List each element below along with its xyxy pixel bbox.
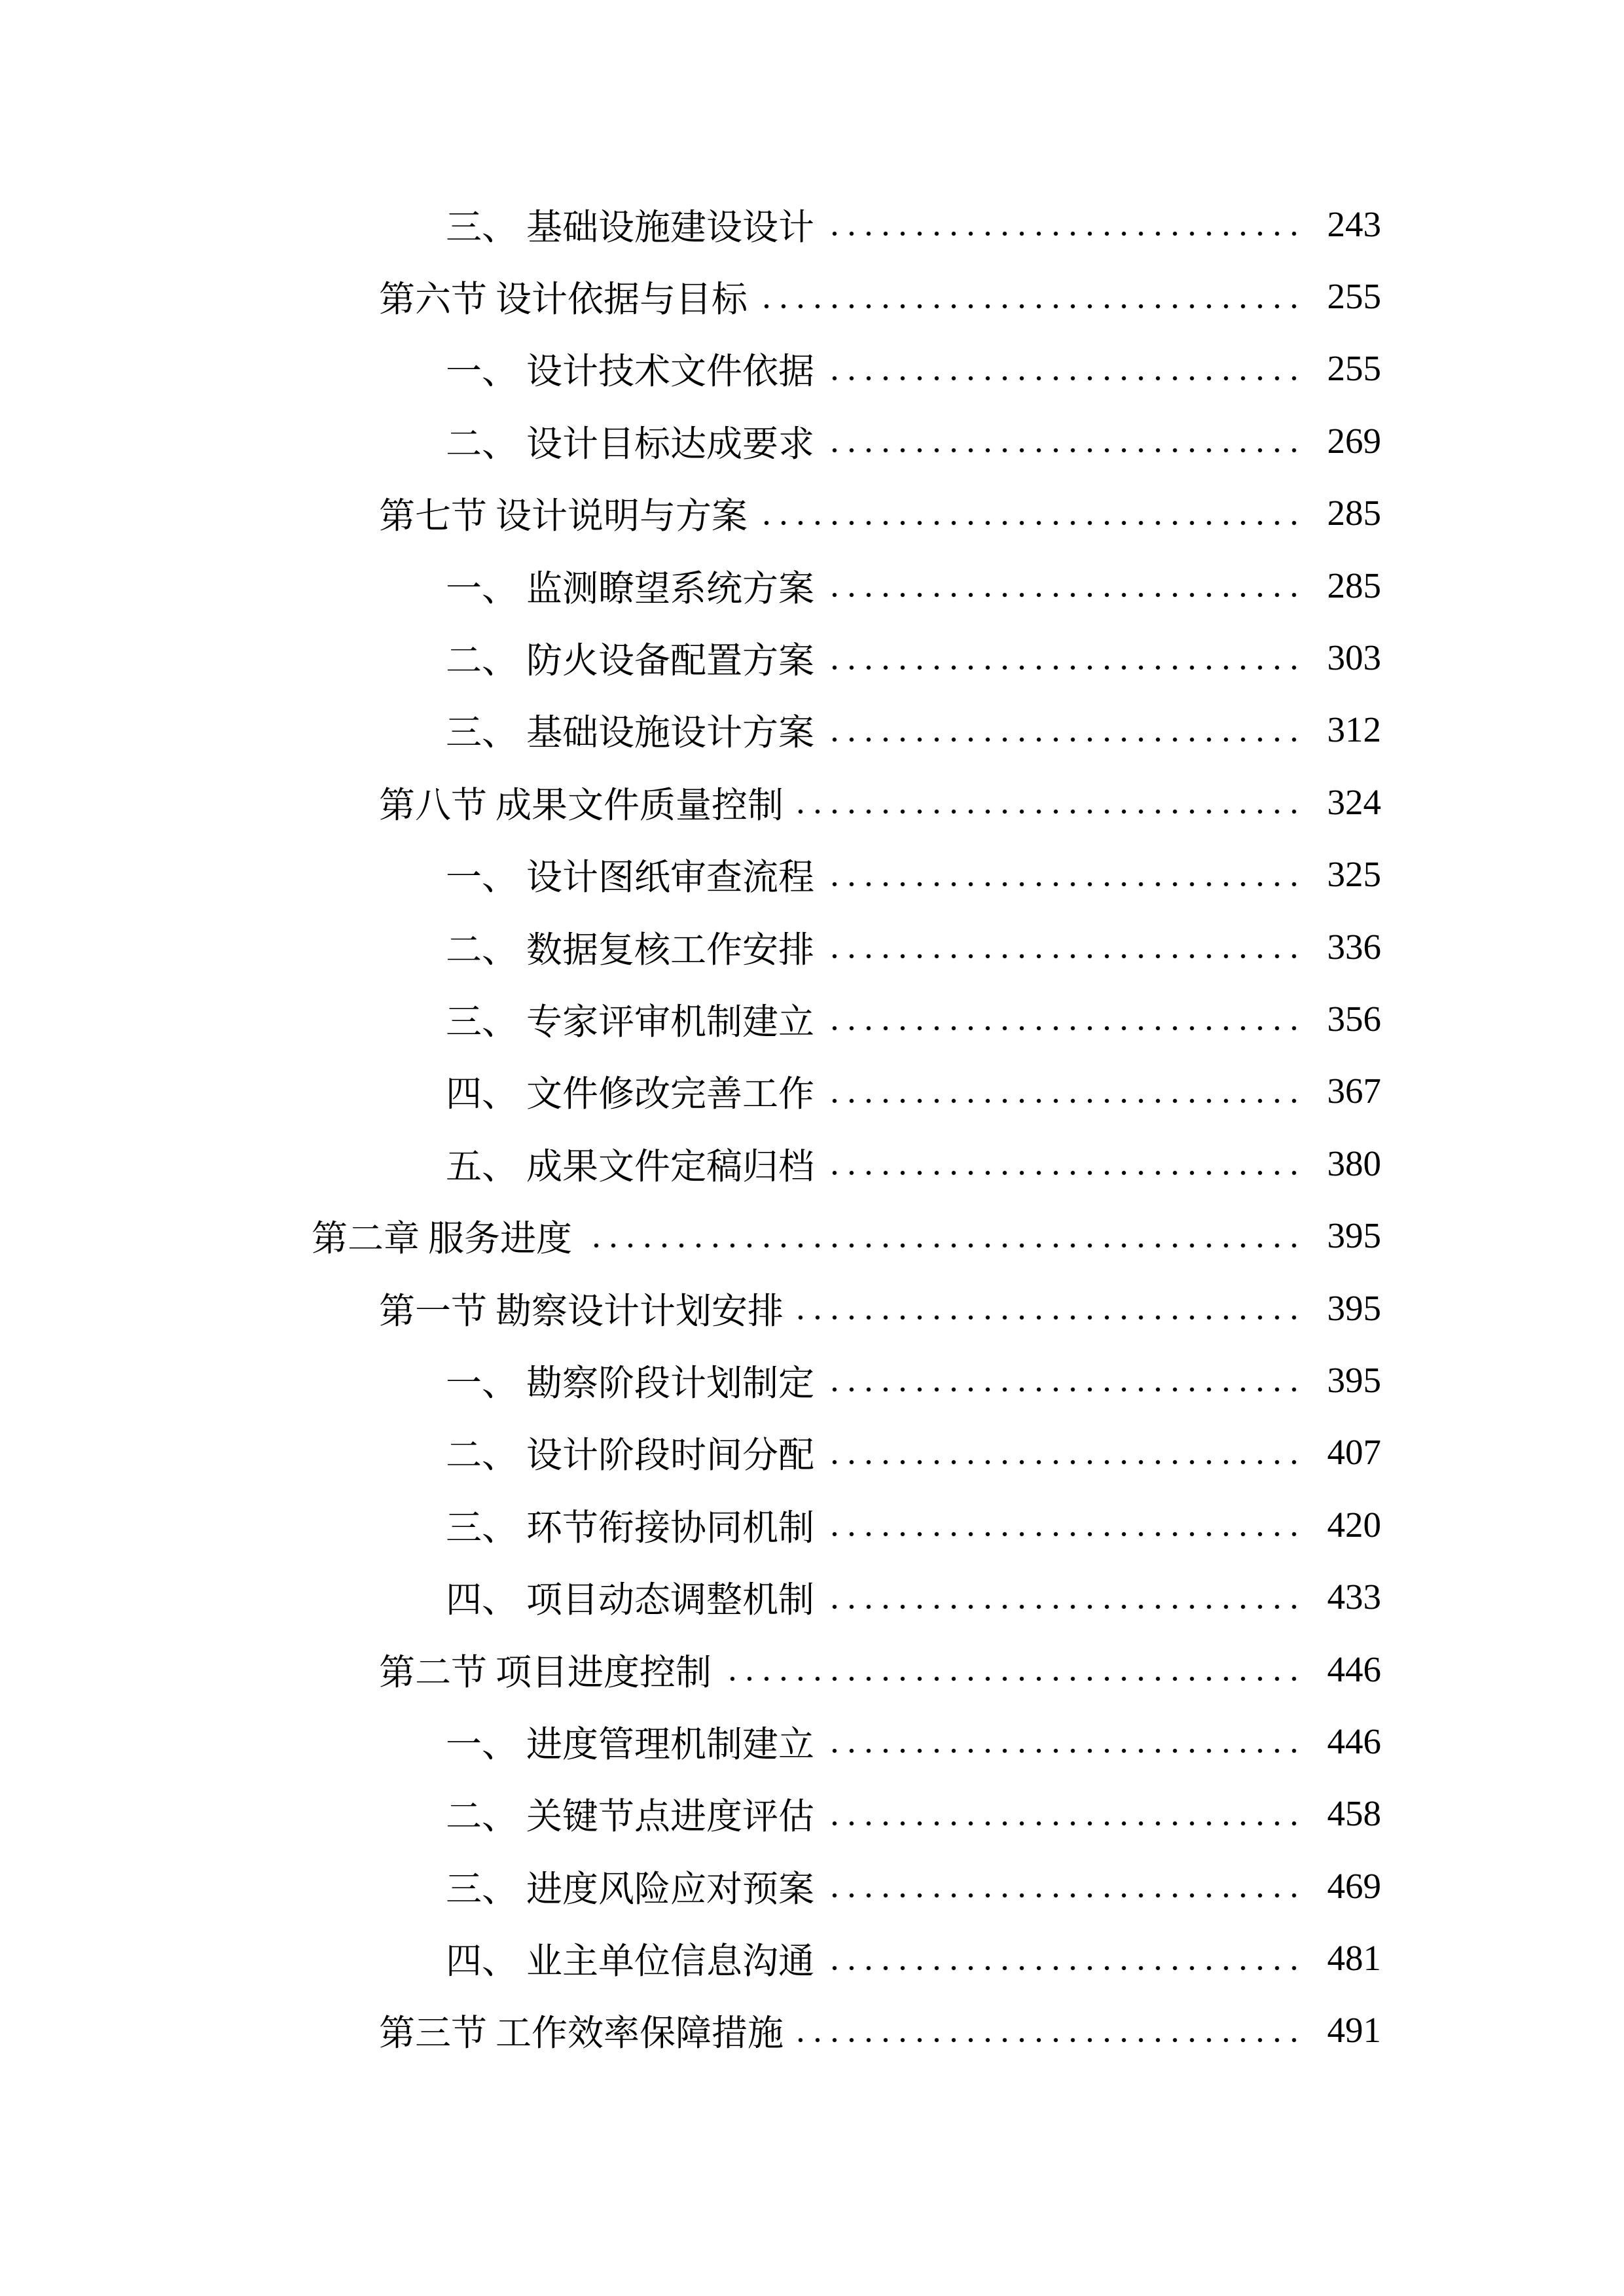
- toc-entry-number: 二、: [446, 929, 518, 970]
- toc-entry-number: 二、: [446, 1797, 518, 1837]
- toc-entry-number: 第七节: [379, 496, 488, 537]
- toc-entry-title: 勘察阶段计划制定: [526, 1363, 815, 1403]
- toc-entry-number: 三、: [446, 207, 518, 247]
- toc-entry-title: 成果文件质量控制: [496, 785, 784, 825]
- toc-entry-title: 设计技术文件依据: [526, 351, 815, 392]
- toc-entry-page: 433: [1327, 1577, 1381, 1617]
- toc-entry[interactable]: [0, 260, 1381, 332]
- toc-entry-page: 458: [1327, 1793, 1381, 1834]
- dot-leader: [825, 1893, 1308, 1898]
- toc-entry-number: 三、: [446, 1869, 518, 1909]
- toc-entry[interactable]: [0, 477, 1381, 549]
- toc-entry-title: 设计图纸审查流程: [526, 857, 815, 898]
- toc-entry[interactable]: [0, 404, 1381, 476]
- toc-entry-number: 第八节: [379, 785, 488, 825]
- toc-entry-title: 设计阶段时间分配: [526, 1435, 815, 1476]
- toc-entry-page: 420: [1327, 1504, 1381, 1545]
- dot-leader: [825, 882, 1308, 887]
- toc-entry-number: 第六节: [379, 279, 488, 320]
- toc-entry-page: 407: [1327, 1432, 1381, 1473]
- toc-entry-title: 监测瞭望系统方案: [526, 568, 815, 609]
- toc-entry-title: 基础设施建设设计: [526, 207, 815, 247]
- toc-entry[interactable]: [0, 1199, 1381, 1271]
- dot-leader: [825, 1026, 1308, 1031]
- toc-entry[interactable]: [0, 621, 1381, 693]
- dot-leader: [825, 1604, 1308, 1609]
- toc-entry[interactable]: [0, 1994, 1381, 2066]
- toc-entry-number: 二、: [446, 1435, 518, 1476]
- toc-entry[interactable]: [0, 1488, 1381, 1560]
- toc-entry[interactable]: [0, 1055, 1381, 1127]
- dot-leader: [794, 2037, 1308, 2043]
- toc-entry-title: 关键节点进度评估: [526, 1797, 815, 1837]
- toc-entry-page: 395: [1327, 1287, 1381, 1328]
- dot-leader: [825, 448, 1308, 453]
- toc-entry-title: 勘察设计计划安排: [496, 1291, 784, 1331]
- toc-entry-page: 481: [1327, 1938, 1381, 1979]
- toc-entry-number: 一、: [446, 351, 518, 392]
- toc-entry-number: 二、: [446, 641, 518, 681]
- toc-entry-page: 324: [1327, 781, 1381, 822]
- dot-leader: [825, 1460, 1308, 1465]
- toc-entry-title: 进度风险应对预案: [526, 1869, 815, 1909]
- toc-entry[interactable]: [0, 1633, 1381, 1705]
- dot-leader: [825, 737, 1308, 742]
- dot-leader: [758, 304, 1308, 309]
- toc-entry[interactable]: [0, 549, 1381, 621]
- toc-entry-page: 255: [1327, 348, 1381, 389]
- dot-leader: [825, 1532, 1308, 1537]
- toc-entry-title: 文件修改完善工作: [526, 1074, 815, 1115]
- toc-entry-title: 成果文件定稿归档: [526, 1146, 815, 1187]
- dot-leader: [825, 376, 1308, 381]
- toc-entry[interactable]: [0, 1850, 1381, 1922]
- toc-entry-title: 环节衔接协同机制: [526, 1507, 815, 1548]
- toc-entry[interactable]: [0, 188, 1381, 260]
- dot-leader: [825, 231, 1308, 236]
- dot-leader: [825, 665, 1308, 670]
- toc-entry[interactable]: [0, 1922, 1381, 1994]
- dot-leader: [825, 1821, 1308, 1826]
- dot-leader: [583, 1243, 1308, 1248]
- toc-entry-number: 五、: [446, 1146, 518, 1187]
- toc-entry-page: 395: [1327, 1359, 1381, 1400]
- toc-entry[interactable]: [0, 1705, 1381, 1777]
- toc-entry-title: 业主单位信息沟通: [526, 1941, 815, 1982]
- toc-entry-title: 设计目标达成要求: [526, 423, 815, 464]
- dot-leader: [825, 1098, 1308, 1103]
- toc-entry[interactable]: [0, 694, 1381, 766]
- dot-leader: [722, 1676, 1308, 1681]
- toc-entry-title: 基础设施设计方案: [526, 713, 815, 753]
- toc-entry-page: 325: [1327, 854, 1381, 895]
- toc-entry-page: 243: [1327, 204, 1381, 244]
- toc-entry-page: 395: [1327, 1215, 1381, 1256]
- dot-leader: [825, 592, 1308, 598]
- dot-leader: [825, 1748, 1308, 1753]
- toc-entry-page: 446: [1327, 1721, 1381, 1761]
- toc-entry-title: 数据复核工作安排: [526, 929, 815, 970]
- toc-entry-page: 367: [1327, 1071, 1381, 1111]
- toc-entry-title: 项目进度控制: [496, 1652, 712, 1693]
- toc-entry-number: 第二节: [379, 1652, 488, 1693]
- toc-entry-page: 312: [1327, 709, 1381, 750]
- toc-entry[interactable]: [0, 332, 1381, 404]
- toc-entry-title: 防火设备配置方案: [526, 641, 815, 681]
- toc-entry-number: 一、: [446, 857, 518, 898]
- toc-entry-title: 设计说明与方案: [496, 496, 748, 537]
- toc-entry-title: 进度管理机制建立: [526, 1724, 815, 1765]
- toc-entry-page: 285: [1327, 565, 1381, 605]
- toc-entry[interactable]: [0, 766, 1381, 838]
- toc-entry-number: 三、: [446, 1507, 518, 1548]
- toc-entry-page: 356: [1327, 998, 1381, 1039]
- toc-entry-page: 303: [1327, 637, 1381, 678]
- toc-entry[interactable]: [0, 1416, 1381, 1488]
- dot-leader: [825, 1965, 1308, 1971]
- toc-entry-page: 380: [1327, 1143, 1381, 1183]
- toc-entry-page: 469: [1327, 1865, 1381, 1906]
- toc-entry-number: 第二章: [312, 1219, 420, 1259]
- toc-entry-number: 一、: [446, 1363, 518, 1403]
- toc-entry-number: 三、: [446, 713, 518, 753]
- toc-entry-number: 第三节: [379, 2013, 488, 2054]
- toc-entry-number: 四、: [446, 1941, 518, 1982]
- toc-entry-page: 285: [1327, 493, 1381, 533]
- toc-entry-page: 491: [1327, 2010, 1381, 2051]
- toc-entry-number: 一、: [446, 1724, 518, 1765]
- toc-entry-page: 269: [1327, 420, 1381, 461]
- toc-entry[interactable]: [0, 982, 1381, 1054]
- toc-entry-number: 三、: [446, 1001, 518, 1042]
- toc-entry-title: 设计依据与目标: [496, 279, 748, 320]
- dot-leader: [758, 520, 1308, 526]
- toc-entry-title: 项目动态调整机制: [526, 1580, 815, 1621]
- toc-entry-title: 专家评审机制建立: [526, 1001, 815, 1042]
- table-of-contents: [0, 188, 1381, 2066]
- dot-leader: [825, 1170, 1308, 1175]
- toc-entry-page: 255: [1327, 276, 1381, 317]
- dot-leader: [825, 1387, 1308, 1392]
- toc-entry-number: 二、: [446, 423, 518, 464]
- toc-entry-number: 一、: [446, 568, 518, 609]
- toc-entry[interactable]: [0, 1778, 1381, 1850]
- dot-leader: [825, 954, 1308, 959]
- toc-entry-page: 446: [1327, 1649, 1381, 1689]
- toc-entry[interactable]: [0, 1344, 1381, 1416]
- toc-entry-number: 四、: [446, 1580, 518, 1621]
- toc-entry[interactable]: [0, 1127, 1381, 1199]
- toc-entry[interactable]: [0, 1560, 1381, 1632]
- dot-leader: [794, 1315, 1308, 1320]
- toc-entry-title: 工作效率保障措施: [496, 2013, 784, 2054]
- toc-entry-page: 336: [1327, 926, 1381, 967]
- toc-entry[interactable]: [0, 910, 1381, 982]
- toc-entry-number: 第一节: [379, 1291, 488, 1331]
- toc-entry-title: 服务进度: [428, 1219, 573, 1259]
- toc-entry-number: 四、: [446, 1074, 518, 1115]
- toc-entry[interactable]: [0, 1272, 1381, 1344]
- dot-leader: [794, 809, 1308, 814]
- toc-entry[interactable]: [0, 838, 1381, 910]
